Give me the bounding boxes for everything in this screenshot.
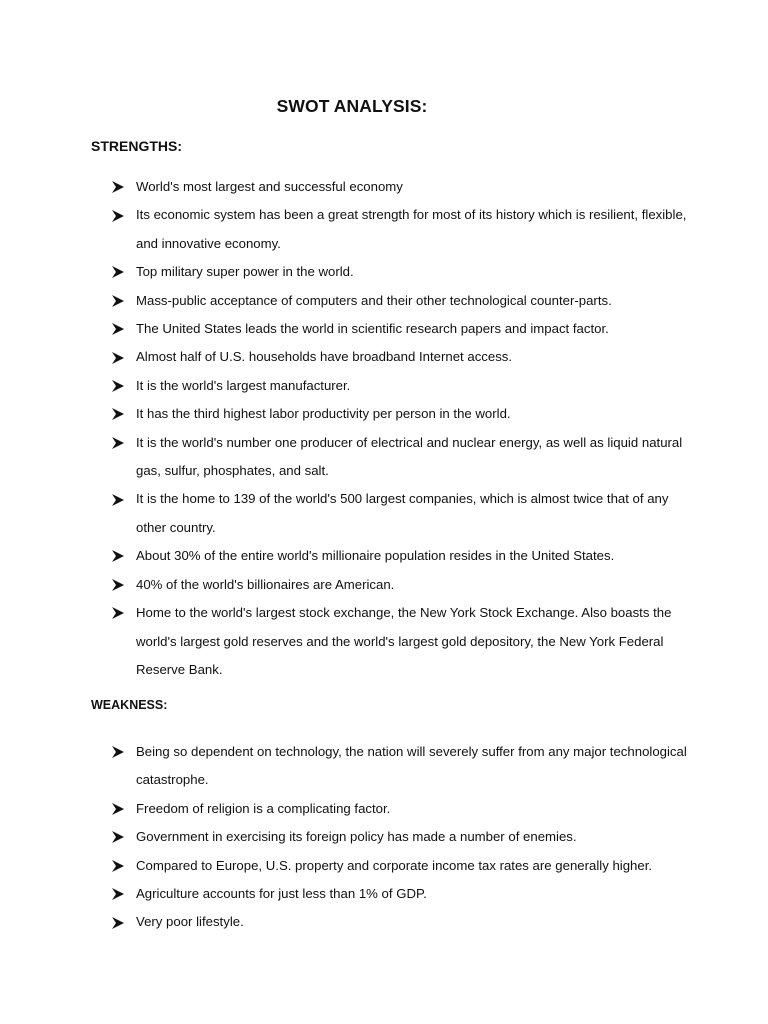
page-title: SWOT ANALYSIS:: [276, 96, 428, 116]
list-item: [0, 599, 768, 684]
list-item: [0, 258, 768, 286]
list-item-text: About 30% of the entire world's millionaire population resides in the United States.: [136, 548, 615, 564]
list-item: [0, 542, 768, 570]
arrowhead-bullet-icon: [112, 173, 126, 201]
list-item: [0, 908, 768, 936]
list-item-text: Its economic system has been a great strength for most of its history which is resilient, flexible, and innovative economy.: [136, 207, 687, 251]
list-item-text: 40% of the world's billionaires are American.: [136, 576, 395, 592]
list-item: [0, 738, 768, 795]
arrowhead-bullet-icon: [112, 258, 126, 286]
list-item-text: Mass-public acceptance of computers and their other technological counter-parts.: [136, 292, 612, 308]
list-item: [0, 429, 768, 486]
arrowhead-bullet-icon: [112, 287, 126, 315]
list-item-text: Freedom of religion is a complicating factor.: [136, 800, 391, 816]
arrowhead-bullet-icon: [112, 880, 126, 908]
list-item-text: Very poor lifestyle.: [136, 914, 244, 930]
arrowhead-bullet-icon: [112, 429, 126, 457]
arrowhead-bullet-icon: [112, 343, 126, 371]
arrowhead-bullet-icon: [112, 599, 126, 627]
arrowhead-bullet-icon: [112, 201, 126, 229]
list-item: [0, 201, 768, 258]
list-item: [0, 880, 768, 908]
arrowhead-bullet-icon: [112, 372, 126, 400]
list-item-text: It has the third highest labor productivity per person in the world.: [136, 406, 511, 422]
list-item-text: Government in exercising its foreign policy has made a number of enemies.: [136, 829, 577, 845]
list-item-text: Home to the world's largest stock exchange, the New York Stock Exchange. Also boasts the world's largest gold reserves and the world's largest gold depository, the New York Federal Reserve Bank.: [136, 605, 672, 677]
arrowhead-bullet-icon: [112, 852, 126, 880]
list-item: [0, 571, 768, 599]
list-item: [0, 343, 768, 371]
weakness-list: [0, 738, 768, 937]
arrowhead-bullet-icon: [112, 908, 126, 936]
list-item: [0, 372, 768, 400]
weakness-heading: WEAKNESS:: [91, 698, 168, 712]
list-item: [0, 400, 768, 428]
arrowhead-bullet-icon: [112, 542, 126, 570]
list-item-text: Agriculture accounts for just less than 1% of GDP.: [136, 886, 427, 902]
arrowhead-bullet-icon: [112, 738, 126, 766]
list-item-text: World's most largest and successful economy: [136, 179, 403, 194]
list-item: [0, 485, 768, 542]
list-item: [0, 287, 768, 315]
list-item-text: Compared to Europe, U.S. property and corporate income tax rates are generally higher.: [136, 857, 653, 873]
arrowhead-bullet-icon: [112, 571, 126, 599]
list-item: [0, 852, 768, 880]
list-item-text: Top military super power in the world.: [136, 264, 354, 280]
strengths-heading: STRENGTHS:: [91, 138, 182, 154]
arrowhead-bullet-icon: [112, 400, 126, 428]
list-item: [0, 823, 768, 851]
list-item: [0, 315, 768, 343]
arrowhead-bullet-icon: [112, 485, 126, 513]
arrowhead-bullet-icon: [112, 315, 126, 343]
list-item-text: The United States leads the world in scientific research papers and impact factor.: [136, 321, 609, 337]
arrowhead-bullet-icon: [112, 795, 126, 823]
list-item-text: Being so dependent on technology, the nation will severely suffer from any major technological catastrophe.: [136, 744, 687, 788]
list-item: [0, 173, 768, 201]
list-item: [0, 795, 768, 823]
list-item-text: It is the home to 139 of the world's 500 largest companies, which is almost twice that of any other country.: [136, 491, 669, 535]
list-item-text: It is the world's largest manufacturer.: [136, 377, 351, 393]
strengths-list: [0, 173, 768, 684]
list-item-text: It is the world's number one producer of electrical and nuclear energy, as well as liquid natural gas, sulfur, phosphates, and salt.: [136, 434, 683, 479]
list-item-text: Almost half of U.S. households have broadband Internet access.: [136, 349, 513, 365]
arrowhead-bullet-icon: [112, 823, 126, 851]
